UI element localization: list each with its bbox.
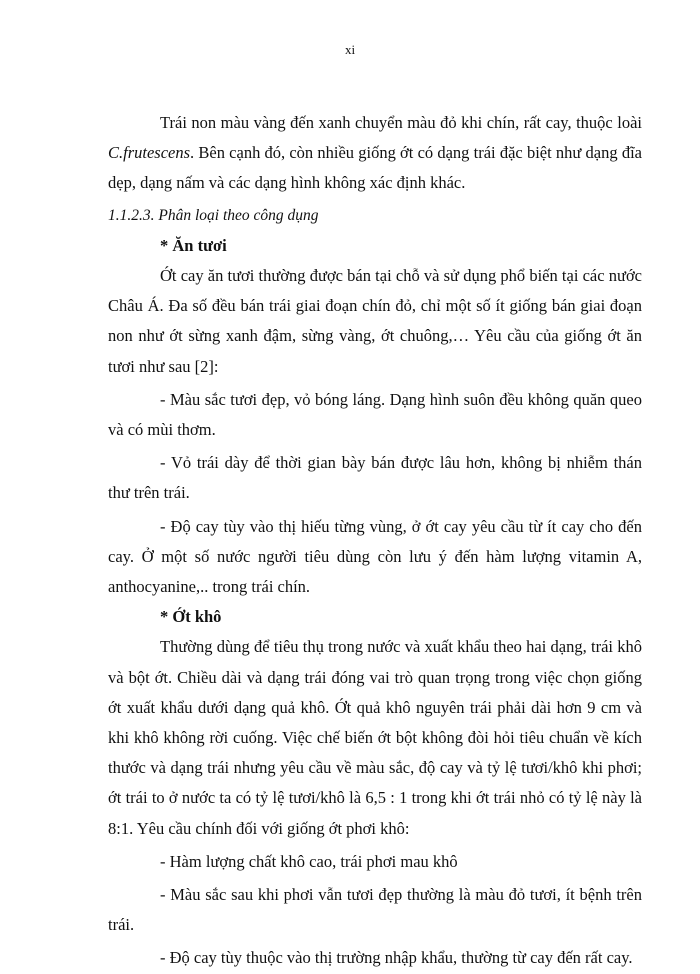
- paragraph-intro-text-a: Trái non màu vàng đến xanh chuyển màu đỏ khi chín, rất cay, thuộc loài: [160, 113, 642, 132]
- list-item-fresh-2: - Vỏ trái dày để thời gian bày bán được lâu hơn, không bị nhiễm thán thư trên trái.: [108, 453, 642, 503]
- paragraph-fresh: Ớt cay ăn tươi thường được bán tại chỗ và sử dụng phổ biến tại các nước Châu Á. Đa số đều bán trái giai đoạn chín đỏ, chỉ một số ít giống bán giai đoạn non như ớt sừng xanh đậm, sừng vàng, ớt chuông,… Yêu cầu của giống ớt ăn tươi như sau [2]:: [108, 266, 642, 376]
- subheading-dried: * Ớt khô: [160, 607, 222, 627]
- list-item-dried-1: - Hàm lượng chất khô cao, trái phơi mau khô: [160, 851, 458, 871]
- page-number: xi: [344, 42, 356, 57]
- list-item-fresh-3: - Độ cay tùy vào thị hiếu từng vùng, ở ớt cay yêu cầu từ ít cay cho đến cay. Ở một số nước người tiêu dùng còn lưu ý đến hàm lượng vitamin A, anthocyanine,.. trong trái chín.: [108, 516, 642, 597]
- paragraph-intro-text-b: . Bên cạnh đó, còn nhiều giống ớt có dạng trái đặc biệt như dạng đĩa dẹp, dạng nấm và các dạng hình không xác định khác.: [108, 143, 642, 193]
- list-item-dried-2: - Màu sắc sau khi phơi vẫn tươi đẹp thường là màu đỏ tươi, ít bệnh trên trái.: [108, 885, 642, 935]
- paragraph-intro: [108, 108, 642, 199]
- paragraph-dried: Thường dùng để tiêu thụ trong nước và xuất khẩu theo hai dạng, trái khô và bột ớt. Chiều dài và dạng trái đóng vai trò quan trọng trong việc chọn giống ớt xuất khẩu dưới dạng quả khô. Ớt quả khô nguyên trái phải dài hơn 9 cm và khi khô không rời cuống. Việc chế biến ớt bột không đòi hỏi tiêu chuẩn về kích thước và dạng trái nhưng yêu cầu về màu sắc, độ cay và tỷ lệ tươi/khô khi phơi; ớt trái to ở nước ta có tỷ lệ tươi/khô là 6,5 : 1 trong khi ớt trái nhỏ có tỷ lệ này là 8:1. Yêu cầu chính đối với giống ớt phơi khô:: [108, 637, 642, 838]
- list-item-fresh-1: - Màu sắc tươi đẹp, vỏ bóng láng. Dạng hình suôn đều không quăn queo và có mùi thơm.: [108, 389, 642, 440]
- list-item-dried-3: - Độ cay tùy thuộc vào thị trường nhập khẩu, thường từ cay đến rất cay.: [160, 948, 633, 968]
- species-name: C.frutescens: [108, 143, 191, 163]
- section-heading: 1.1.2.3. Phân loại theo công dụng: [108, 206, 319, 224]
- document-body: [108, 108, 642, 974]
- subheading-fresh: * Ăn tươi: [160, 235, 227, 255]
